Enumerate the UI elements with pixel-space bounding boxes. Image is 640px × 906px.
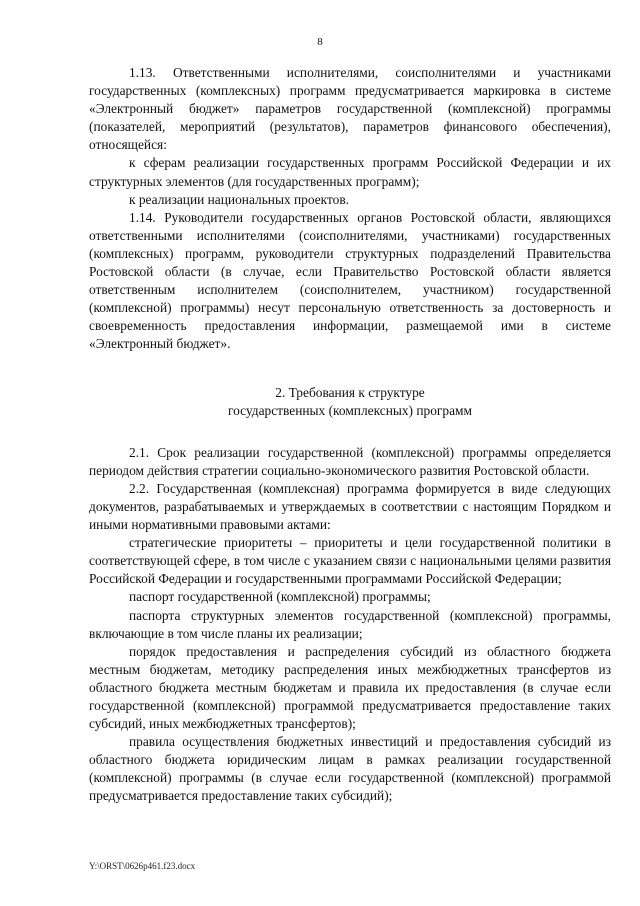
paragraph-2-2: 2.2. Государственная (комплексная) программа формируется в виде следующих документов, разрабатываемых и утверждаемых в соответствии с настоящим Порядком и иными нормативными правовыми актами: bbox=[89, 480, 611, 533]
paragraph-subsidies-local: порядок предоставления и распределения субсидий из областного бюджета местным бюджетам, методику распределения иных межбюджетных трансфертов из областного бюджета местным бюджетам и правила их предоставления (в случае если государственной (комплексной) программой предусматривается предоставление таких субсидий, иных межбюджетных трансфертов); bbox=[89, 643, 611, 732]
paragraph-strategic-priorities: стратегические приоритеты – приоритеты и цели государственной политики в соответствующей сфере, в том числе с указанием связи с национальными целями развития Российской Федерации и государственными программами Российской Федерации; bbox=[89, 535, 611, 587]
paragraph-1-13: 1.13. Ответственными исполнителями, соисполнителями и участниками государственных (комплексных) программ предусматривается маркировка в системе «Электронный бюджет» параметров государственной (комплексной) программы (показателей, мероприятий (результатов), параметров финансового обеспечения), относящейся: bbox=[89, 65, 611, 153]
paragraph-program-passport: паспорт государственной (комплексной) программы; bbox=[129, 589, 431, 605]
document-body bbox=[89, 64, 611, 806]
section-heading-line-2: государственных (комплексных) программ bbox=[227, 402, 473, 418]
page-number: 8 bbox=[317, 36, 323, 48]
paragraph-budget-investments: правила осуществления бюджетных инвестиций и предоставления субсидий из областного бюджета юридическим лицам в рамках реализации государственной (комплексной) программы (в случае если государственной (комплексной) программой предусматривается предоставление таких субсидий); bbox=[89, 734, 611, 804]
paragraph-national-projects: к реализации национальных проектов. bbox=[129, 191, 350, 207]
paragraph-structural-elements: паспорта структурных элементов государственной (комплексной) программы, включающие в том числе планы их реализации; bbox=[89, 607, 611, 641]
paragraph-1-14: 1.14. Руководители государственных органов Ростовской области, являющихся ответственными исполнителями (соисполнителями, участниками) государственных (комплексных) программ, руководители структурных подразделений Правительства Ростовской области (в случае, если Правительство Ростовской области является ответственным исполнителем (соисполнителем, участником) государственной (комплексной) программы) несут персональную ответственность за достоверность и своевременность предоставления информации, размещаемой ими в системе «Электронный бюджет». bbox=[89, 209, 611, 352]
paragraph-sphere-gp-rf: к сферам реализации государственных программ Российской Федерации и их структурных элементов (для государственных программ); bbox=[89, 155, 611, 189]
section-heading-line-1: 2. Требования к структуре bbox=[275, 384, 425, 400]
paragraph-2-1: 2.1. Срок реализации государственной (комплексной) программы определяется периодом действия стратегии социально-экономического развития Ростовской области. bbox=[89, 444, 611, 478]
file-path-footer: Y:\ORST\0626p461.f23.docx bbox=[89, 861, 196, 871]
section-heading bbox=[89, 384, 611, 420]
